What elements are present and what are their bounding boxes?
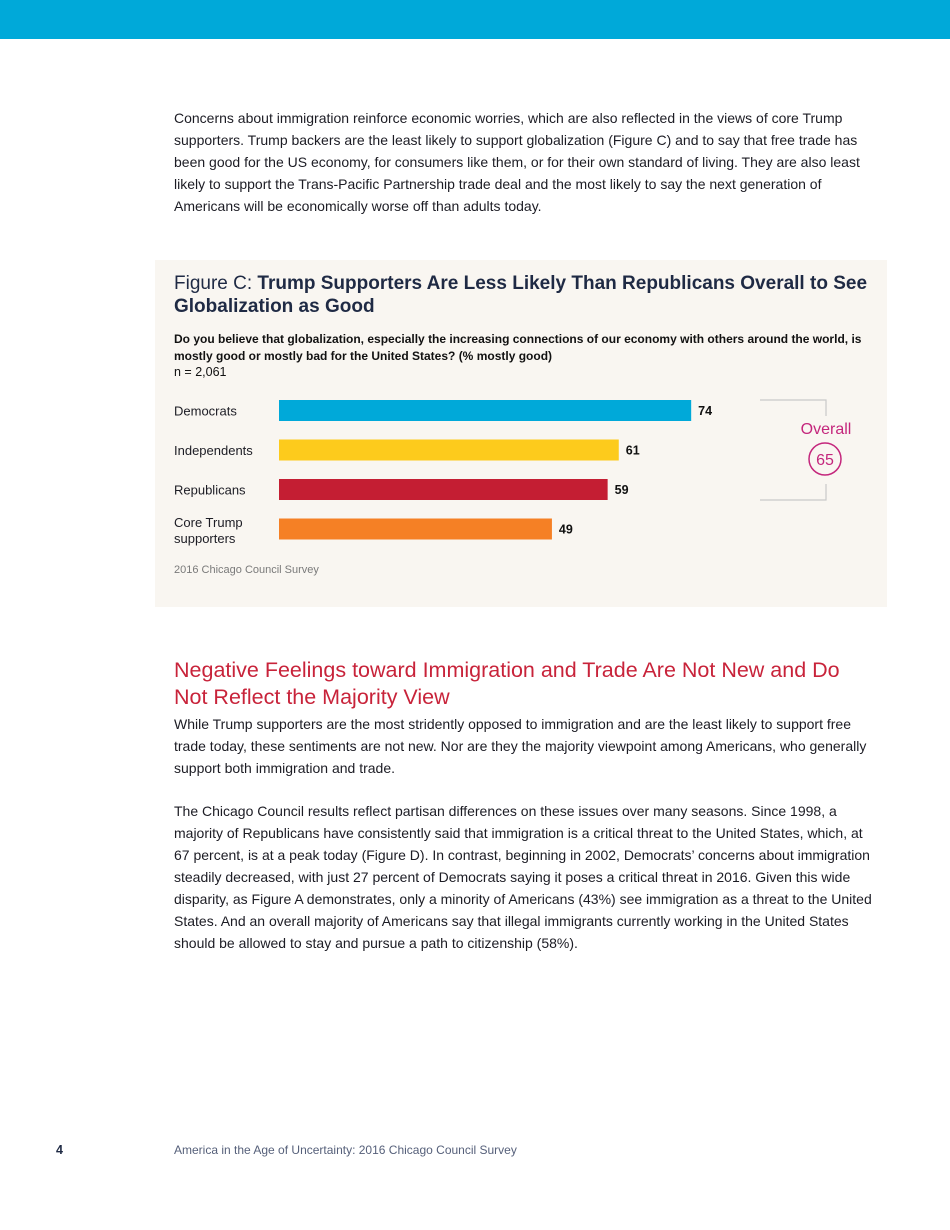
globalization-bar-chart bbox=[155, 385, 887, 555]
section-heading: Negative Feelings toward Immigration and Trade Are Not New and Do Not Reflect the Majority View bbox=[174, 658, 840, 709]
overall-label: Overall bbox=[800, 421, 852, 438]
body-paragraph-1: While Trump supporters are the most stridently opposed to immigration and are the least likely to support free trade today, these sentiments are not new. Nor are they the majority viewpoint among Americans, who generally support both immigration and trade. bbox=[174, 716, 867, 776]
value-label-3: 59 bbox=[614, 483, 629, 497]
value-label-4: 49 bbox=[558, 522, 573, 537]
figure-source: 2016 Chicago Council Survey bbox=[174, 564, 319, 576]
value-label-1: 74 bbox=[698, 404, 713, 418]
value-label-2: 61 bbox=[625, 443, 640, 458]
category-label-2: Independents bbox=[174, 443, 253, 458]
figure-sample-size: n = 2,061 bbox=[174, 365, 227, 379]
category-label-1: Democrats bbox=[174, 403, 237, 419]
page-number: 4 bbox=[56, 1143, 63, 1157]
category-label-3: Republicans bbox=[174, 482, 246, 498]
figure-title bbox=[174, 272, 874, 318]
figure-question: Do you believe that globalization, especially the increasing connections of our economy with others around the world, is mostly good or mostly bad for the United States? (% mostly good) bbox=[174, 332, 862, 363]
body-paragraph-2: The Chicago Council results reflect partisan differences on these issues over many seasons. Since 1998, a majority of Republicans have consistently said that immigration is a critical threat to the United States, which, at 67 percent, is at a peak today (Figure D). In contrast, beginning in 2002, Democrats’ concerns about immigration steadily decreased, with just 27 percent of Democrats saying it poses a critical threat in 2016. Given this wide disparity, as Figure A demonstrates, only a minority of Americans (43%) see immigration as a threat to the United States. And an overall majority of Americans say that illegal immigrants currently working in the United States should be allowed to stay and pursue a path to citizenship (58%). bbox=[174, 803, 872, 951]
intro-paragraph: Concerns about immigration reinforce economic worries, which are also reflected in the views of core Trump supporters. Trump backers are the least likely to support globalization (Figure C) and to say that free trade has been good for the US economy, for consumers like them, or for their own standard of living. They are also least likely to support the Trans-Pacific Partnership trade deal and the most likely to say the next generation of Americans will be economically worse off than adults today. bbox=[174, 110, 860, 214]
overall-bracket-top bbox=[760, 400, 826, 416]
overall-value: 65 bbox=[816, 452, 834, 469]
category-label-4: Core Trump supporters bbox=[174, 515, 243, 546]
running-footer: America in the Age of Uncertainty: 2016 Chicago Council Survey bbox=[174, 1143, 517, 1157]
header-color-bar bbox=[0, 0, 950, 39]
bar-1 bbox=[279, 400, 691, 421]
figure-c-panel bbox=[155, 260, 887, 607]
bar-3 bbox=[279, 479, 608, 500]
bar-4 bbox=[279, 519, 552, 540]
overall-bracket-bottom bbox=[760, 484, 826, 500]
figure-label: Figure C: bbox=[174, 273, 258, 294]
figure-title-text: Trump Supporters Are Less Likely Than Republicans Overall to See Globalization as Good bbox=[174, 273, 868, 317]
bar-2 bbox=[279, 440, 619, 461]
